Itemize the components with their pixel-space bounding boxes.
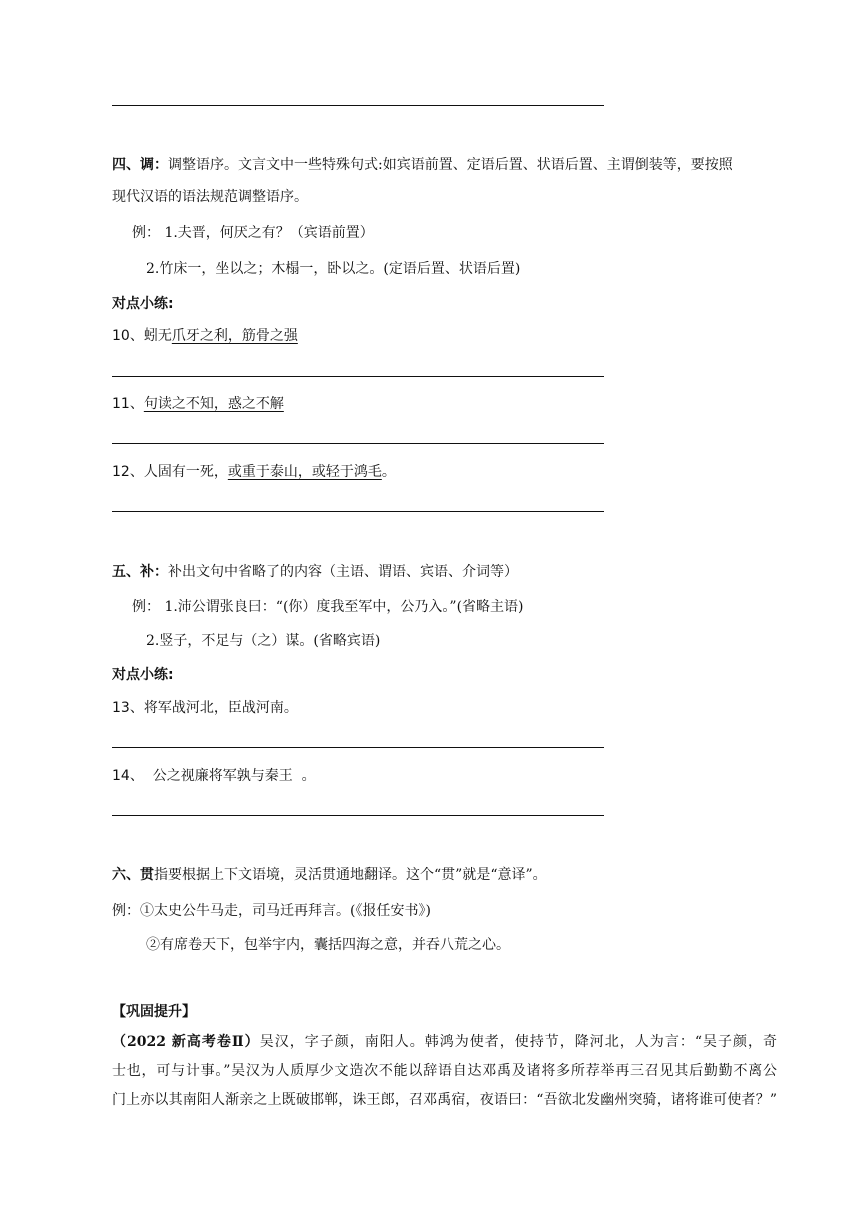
answer-line-12: [112, 511, 604, 512]
q12-prefix: 12、人固有一死，: [112, 464, 228, 480]
section6-example2: ②有席卷天下，包举宇内，囊括四海之意，并吞八荒之心。: [146, 937, 510, 953]
section5-line1: [112, 563, 518, 581]
q12-suffix: 。: [381, 464, 396, 480]
q11-underlined: 句读之不知，惑之不解: [143, 396, 284, 412]
section5-text: 补出文句中省略了的内容（主语、谓语、宾语、介词等）: [168, 564, 518, 580]
question-13: 13、将军战河北，臣战河南。: [112, 700, 298, 716]
answer-line: [112, 105, 604, 106]
passage-line-1-text: 吴汉，字子颜，南阳人。韩鸿为使者，使持节，降河北，人为言：“吴子颜，奇: [259, 1034, 778, 1050]
section6-example1: 例：①太史公牛马走，司马迁再拜言。(《报任安书》): [112, 903, 431, 919]
consolidation-heading: 【巩固提升】: [112, 1004, 196, 1020]
section4-example1: 例： 1.夫晋，何厌之有？（宾语前置）: [132, 225, 374, 241]
q11-prefix: 11、: [112, 396, 144, 412]
passage-line-1: [112, 1028, 777, 1057]
consolidation-passage: [112, 1028, 777, 1115]
section4-text: 调整语序。文言文中一些特殊句式:如宾语前置、定语后置、状语后置、主谓倒装等，要按照: [168, 157, 733, 173]
section6-line1: [112, 866, 547, 884]
passage-line-3: 门上亦以其南阳人渐亲之上既破邯郸，诛王郎，召邓禹宿，夜语曰：“吾欲北发幽州突骑，诸将谁可使者？”: [112, 1092, 777, 1108]
section5-heading: 五、补：: [112, 564, 168, 580]
section4-line1: [112, 156, 733, 174]
passage-line-2: 士也，可与计事。”吴汉为人质厚少文造次不能以辞语自达邓禹及诸将多所荐举再三召见其后勤勤不离公: [112, 1063, 777, 1079]
q10-underlined: 爪牙之利，筋骨之强: [171, 328, 298, 344]
answer-line-10: [112, 376, 604, 377]
section6-text: 指要根据上下文语境，灵活贯通地翻译。这个“贯”就是“意译”。: [154, 867, 547, 883]
passage-source: （2022 新高考卷Ⅱ）: [112, 1034, 260, 1050]
question-14: 14、 公之视廉将军孰与秦王 。: [112, 768, 316, 784]
section4-practice-label: 对点小练:: [112, 296, 174, 312]
question-10: [112, 327, 298, 345]
section4-heading: 四、调：: [112, 157, 168, 173]
question-11: [112, 395, 284, 413]
answer-line-11: [112, 443, 604, 444]
question-12: [112, 463, 396, 481]
section6-heading: 六、贯: [112, 867, 154, 883]
section5-practice-label: 对点小练:: [112, 667, 174, 683]
q10-prefix: 10、蚓无: [112, 328, 172, 344]
answer-line-13: [112, 747, 604, 748]
section4-example2: 2.竹床一，坐以之；木榻一，卧以之。(定语后置、状语后置): [146, 261, 521, 277]
answer-line-14: [112, 815, 604, 816]
section5-example2: 2.竖子，不足与（之）谋。(省略宾语): [146, 633, 381, 649]
q12-underlined: 或重于泰山，或轻于鸿毛: [227, 464, 382, 480]
section4-line2: 现代汉语的语法规范调整语序。: [112, 189, 308, 205]
section5-example1: 例： 1.沛公谓张良曰：“(你）度我至军中，公乃入。”(省略主语): [132, 599, 524, 615]
